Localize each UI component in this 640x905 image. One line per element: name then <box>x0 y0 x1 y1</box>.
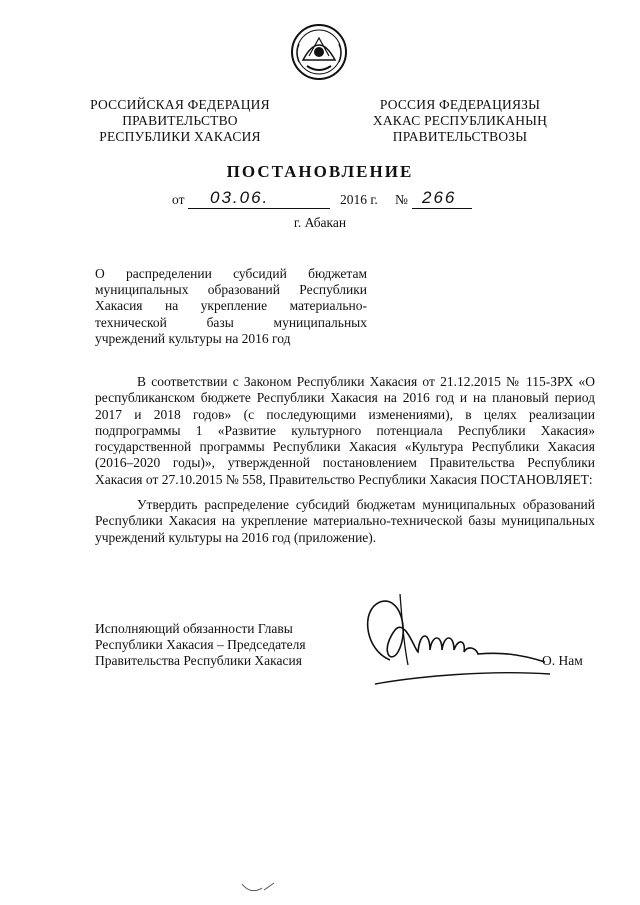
signature-title-line-2: Республики Хакасия – Председателя <box>95 637 306 653</box>
signature-title-line-3: Правительства Республики Хакасия <box>95 653 302 669</box>
header-left-line-1: РОССИЙСКАЯ ФЕДЕРАЦИЯ <box>90 97 270 112</box>
subject-block <box>95 266 367 347</box>
header-right-line-2: ХАКАС РЕСПУБЛИКАНЫҢ <box>372 113 548 128</box>
signer-name: О. Нам <box>542 653 583 668</box>
handwritten-signature <box>360 590 560 690</box>
subject-line-2: муниципальных образований Республики <box>95 282 367 298</box>
city-name: г. Абакан <box>293 215 347 230</box>
date-prefix: от <box>172 192 185 207</box>
signature-title-line-1: Исполняющий обязанности Главы <box>95 621 293 636</box>
body-paragraph-2: Утвердить распределение субсидий бюджетам муниципальных образований Республики Хакасия на укрепление материально-технической базы муниципальных учреждений культуры на 2016 год (приложение). <box>95 497 595 545</box>
signature-title-block <box>95 621 306 670</box>
subject-line-5: учреждений культуры на 2016 год <box>95 330 291 346</box>
header-left-line-2: ПРАВИТЕЛЬСТВО <box>122 113 238 128</box>
subject-line-1: О распределении субсидий бюджетам <box>95 266 367 281</box>
body-paragraph-1: В соответствии с Законом Республики Хакасия от 21.12.2015 № 115-ЗРХ «О республиканском бюджете Республики Хакасия на 2016 год и на плановый период 2017 и 2018 годов» (с последующими изменениями), в целях реализации подпрограммы 1 «Развитие культурного потенциала Республики Хакасия» государственной программы Республики Хакасия «Культура Республики Хакасия (2016–2020 годы)», утвержденной постановлением Правительства Республики Хакасия от 27.10.2015 № 558, Правительство Республики Хакасия ПОСТАНОВЛЯЕТ: <box>95 374 595 487</box>
date-year: 2016 г. <box>340 192 378 207</box>
number-sign: № <box>395 192 408 207</box>
header-right-line-3: ПРАВИТЕЛЬСТВОЗЫ <box>392 129 528 144</box>
coat-of-arms-emblem <box>289 22 349 82</box>
number-handwritten: 266 <box>412 188 472 209</box>
subject-line-4: технической базы муниципальных <box>95 314 367 330</box>
header-right <box>355 97 565 145</box>
handwritten-mark <box>240 880 280 894</box>
header-right-line-1: РОССИЯ ФЕДЕРАЦИЯЗЫ <box>379 97 541 112</box>
header-left <box>80 97 280 145</box>
date-handwritten: 03.06. <box>188 188 330 209</box>
subject-line-3: Хакасия на укрепление материально- <box>95 298 367 314</box>
header-left-line-3: РЕСПУБЛИКИ ХАКАСИЯ <box>99 129 261 144</box>
document-title: ПОСТАНОВЛЕНИЕ <box>226 162 414 181</box>
